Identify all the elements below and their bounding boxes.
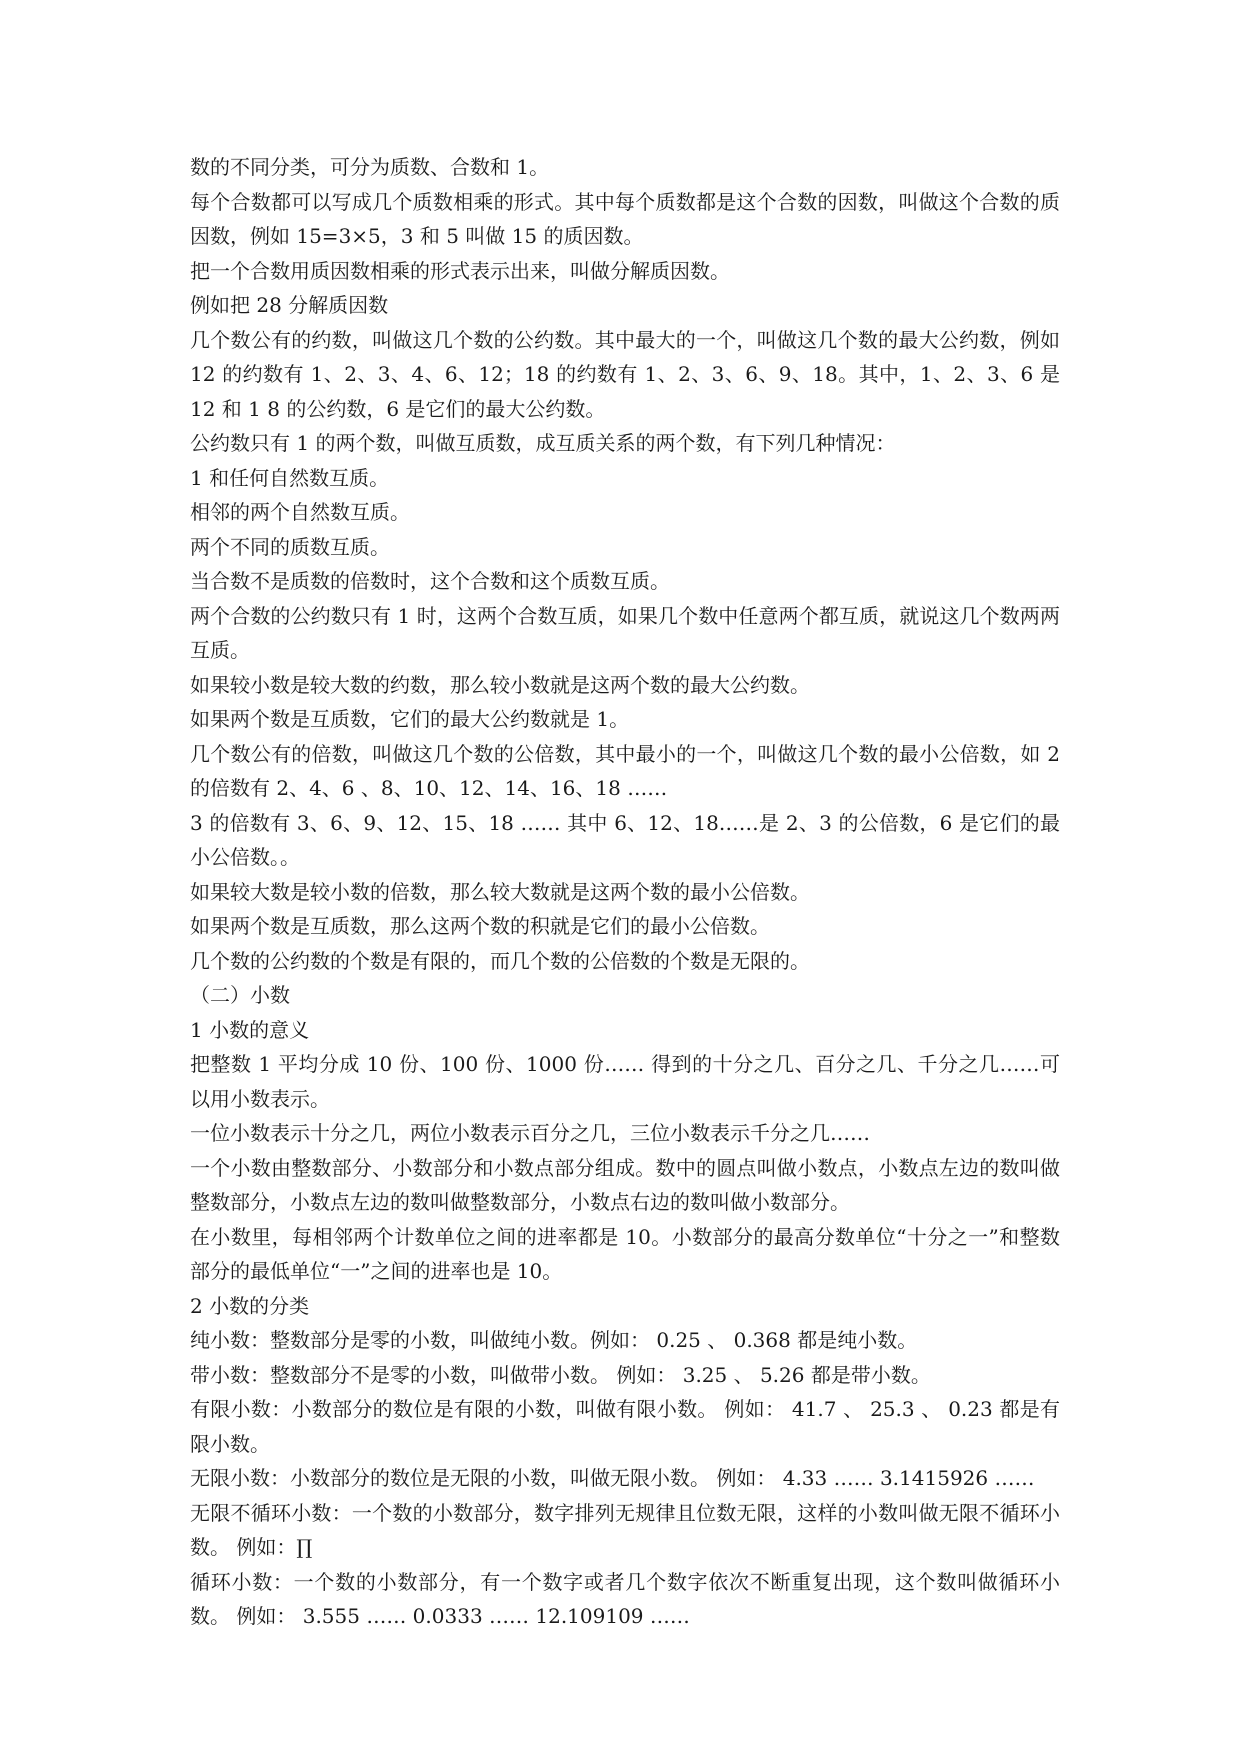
paragraph: 带小数：整数部分不是零的小数，叫做带小数。 例如： 3.25 、 5.26 都是带小数。 (190, 1362, 931, 1387)
paragraph: 例如把 28 分解质因数 (190, 293, 389, 317)
paragraph: 公约数只有 1 的两个数，叫做互质数，成互质关系的两个数，有下列几种情况： (190, 431, 896, 455)
paragraph: 如果两个数是互质数，那么这两个数的积就是它们的最小公倍数。 (190, 914, 770, 938)
paragraph: 无限小数：小数部分的数位是无限的小数，叫做无限小数。 例如： 4.33 …… 3.1415926 …… (190, 1466, 1035, 1490)
paragraph: 每个合数都可以写成几个质数相乘的形式。其中每个质数都是这个合数的因数，叫做这个合数的质因数，例如 15=3×5，3 和 5 叫做 15 的质因数。 (190, 189, 1060, 248)
paragraph: 相邻的两个自然数互质。 (190, 500, 410, 524)
paragraph: 在小数里，每相邻两个计数单位之间的进率都是 10。小数部分的最高分数单位“十分之一”和整数部分的最低单位“一”之间的进率也是 10。 (190, 1224, 1060, 1283)
paragraph: 几个数的公约数的个数是有限的，而几个数的公倍数的个数是无限的。 (190, 948, 810, 973)
paragraph: 如果两个数是互质数，它们的最大公约数就是 1。 (190, 707, 630, 731)
paragraph: 一个小数由整数部分、小数部分和小数点部分组成。数中的圆点叫做小数点，小数点左边的数叫做整数部分，小数点左边的数叫做整数部分，小数点右边的数叫做小数部分。 (190, 1155, 1060, 1214)
paragraph: 几个数公有的约数，叫做这几个数的公约数。其中最大的一个，叫做这几个数的最大公约数，例如 12 的约数有 1、2、3、4、6、12；18 的约数有 1、2、3、6、9、18。其中，1、2、3、6 是 12 和 1 8 的公约数，6 是它们的最大公约数。 (190, 327, 1060, 421)
section-heading: （二）小数 (190, 983, 290, 1007)
subsection-heading: 2 小数的分类 (190, 1293, 310, 1318)
paragraph: 循环小数：一个数的小数部分，有一个数字或者几个数字依次不断重复出现，这个数叫做循环小数。 例如： 3.555 …… 0.0333 …… 12.109109 …… (190, 1569, 1060, 1628)
paragraph: 一位小数表示十分之几，两位小数表示百分之几，三位小数表示千分之几…… (190, 1121, 870, 1145)
subsection-heading: 1 小数的意义 (190, 1017, 310, 1042)
paragraph: 如果较小数是较大数的约数，那么较小数就是这两个数的最大公约数。 (190, 672, 810, 697)
paragraph: 如果较大数是较小数的倍数，那么较大数就是这两个数的最小公倍数。 (190, 879, 810, 904)
paragraph: 两个合数的公约数只有 1 时，这两个合数互质，如果几个数中任意两个都互质，就说这几个数两两互质。 (190, 603, 1060, 662)
paragraph: 把一个合数用质因数相乘的形式表示出来，叫做分解质因数。 (190, 258, 730, 283)
document-page (190, 150, 1060, 1634)
paragraph: 数的不同分类，可分为质数、合数和 1。 (190, 155, 550, 179)
paragraph: 当合数不是质数的倍数时，这个合数和这个质数互质。 (190, 569, 670, 593)
paragraph: 有限小数：小数部分的数位是有限的小数，叫做有限小数。 例如： 41.7 、 25.3 、 0.23 都是有限小数。 (190, 1397, 1060, 1456)
paragraph: 3 的倍数有 3、6、9、12、15、18 …… 其中 6、12、18……是 2、3 的公倍数，6 是它们的最小公倍数。。 (190, 810, 1060, 869)
paragraph: 纯小数：整数部分是零的小数，叫做纯小数。例如： 0.25 、 0.368 都是纯小数。 (190, 1328, 918, 1352)
paragraph: 1 和任何自然数互质。 (190, 465, 390, 490)
paragraph: 把整数 1 平均分成 10 份、100 份、1000 份…… 得到的十分之几、百分之几、千分之几……可以用小数表示。 (190, 1052, 1060, 1111)
paragraph: 无限不循环小数：一个数的小数部分，数字排列无规律且位数无限，这样的小数叫做无限不循环小数。 例如：∏ (190, 1500, 1060, 1559)
paragraph: 几个数公有的倍数，叫做这几个数的公倍数，其中最小的一个，叫做这几个数的最小公倍数，如 2 的倍数有 2、4、6 、8、10、12、14、16、18 …… (190, 741, 1060, 800)
paragraph: 两个不同的质数互质。 (190, 534, 390, 559)
